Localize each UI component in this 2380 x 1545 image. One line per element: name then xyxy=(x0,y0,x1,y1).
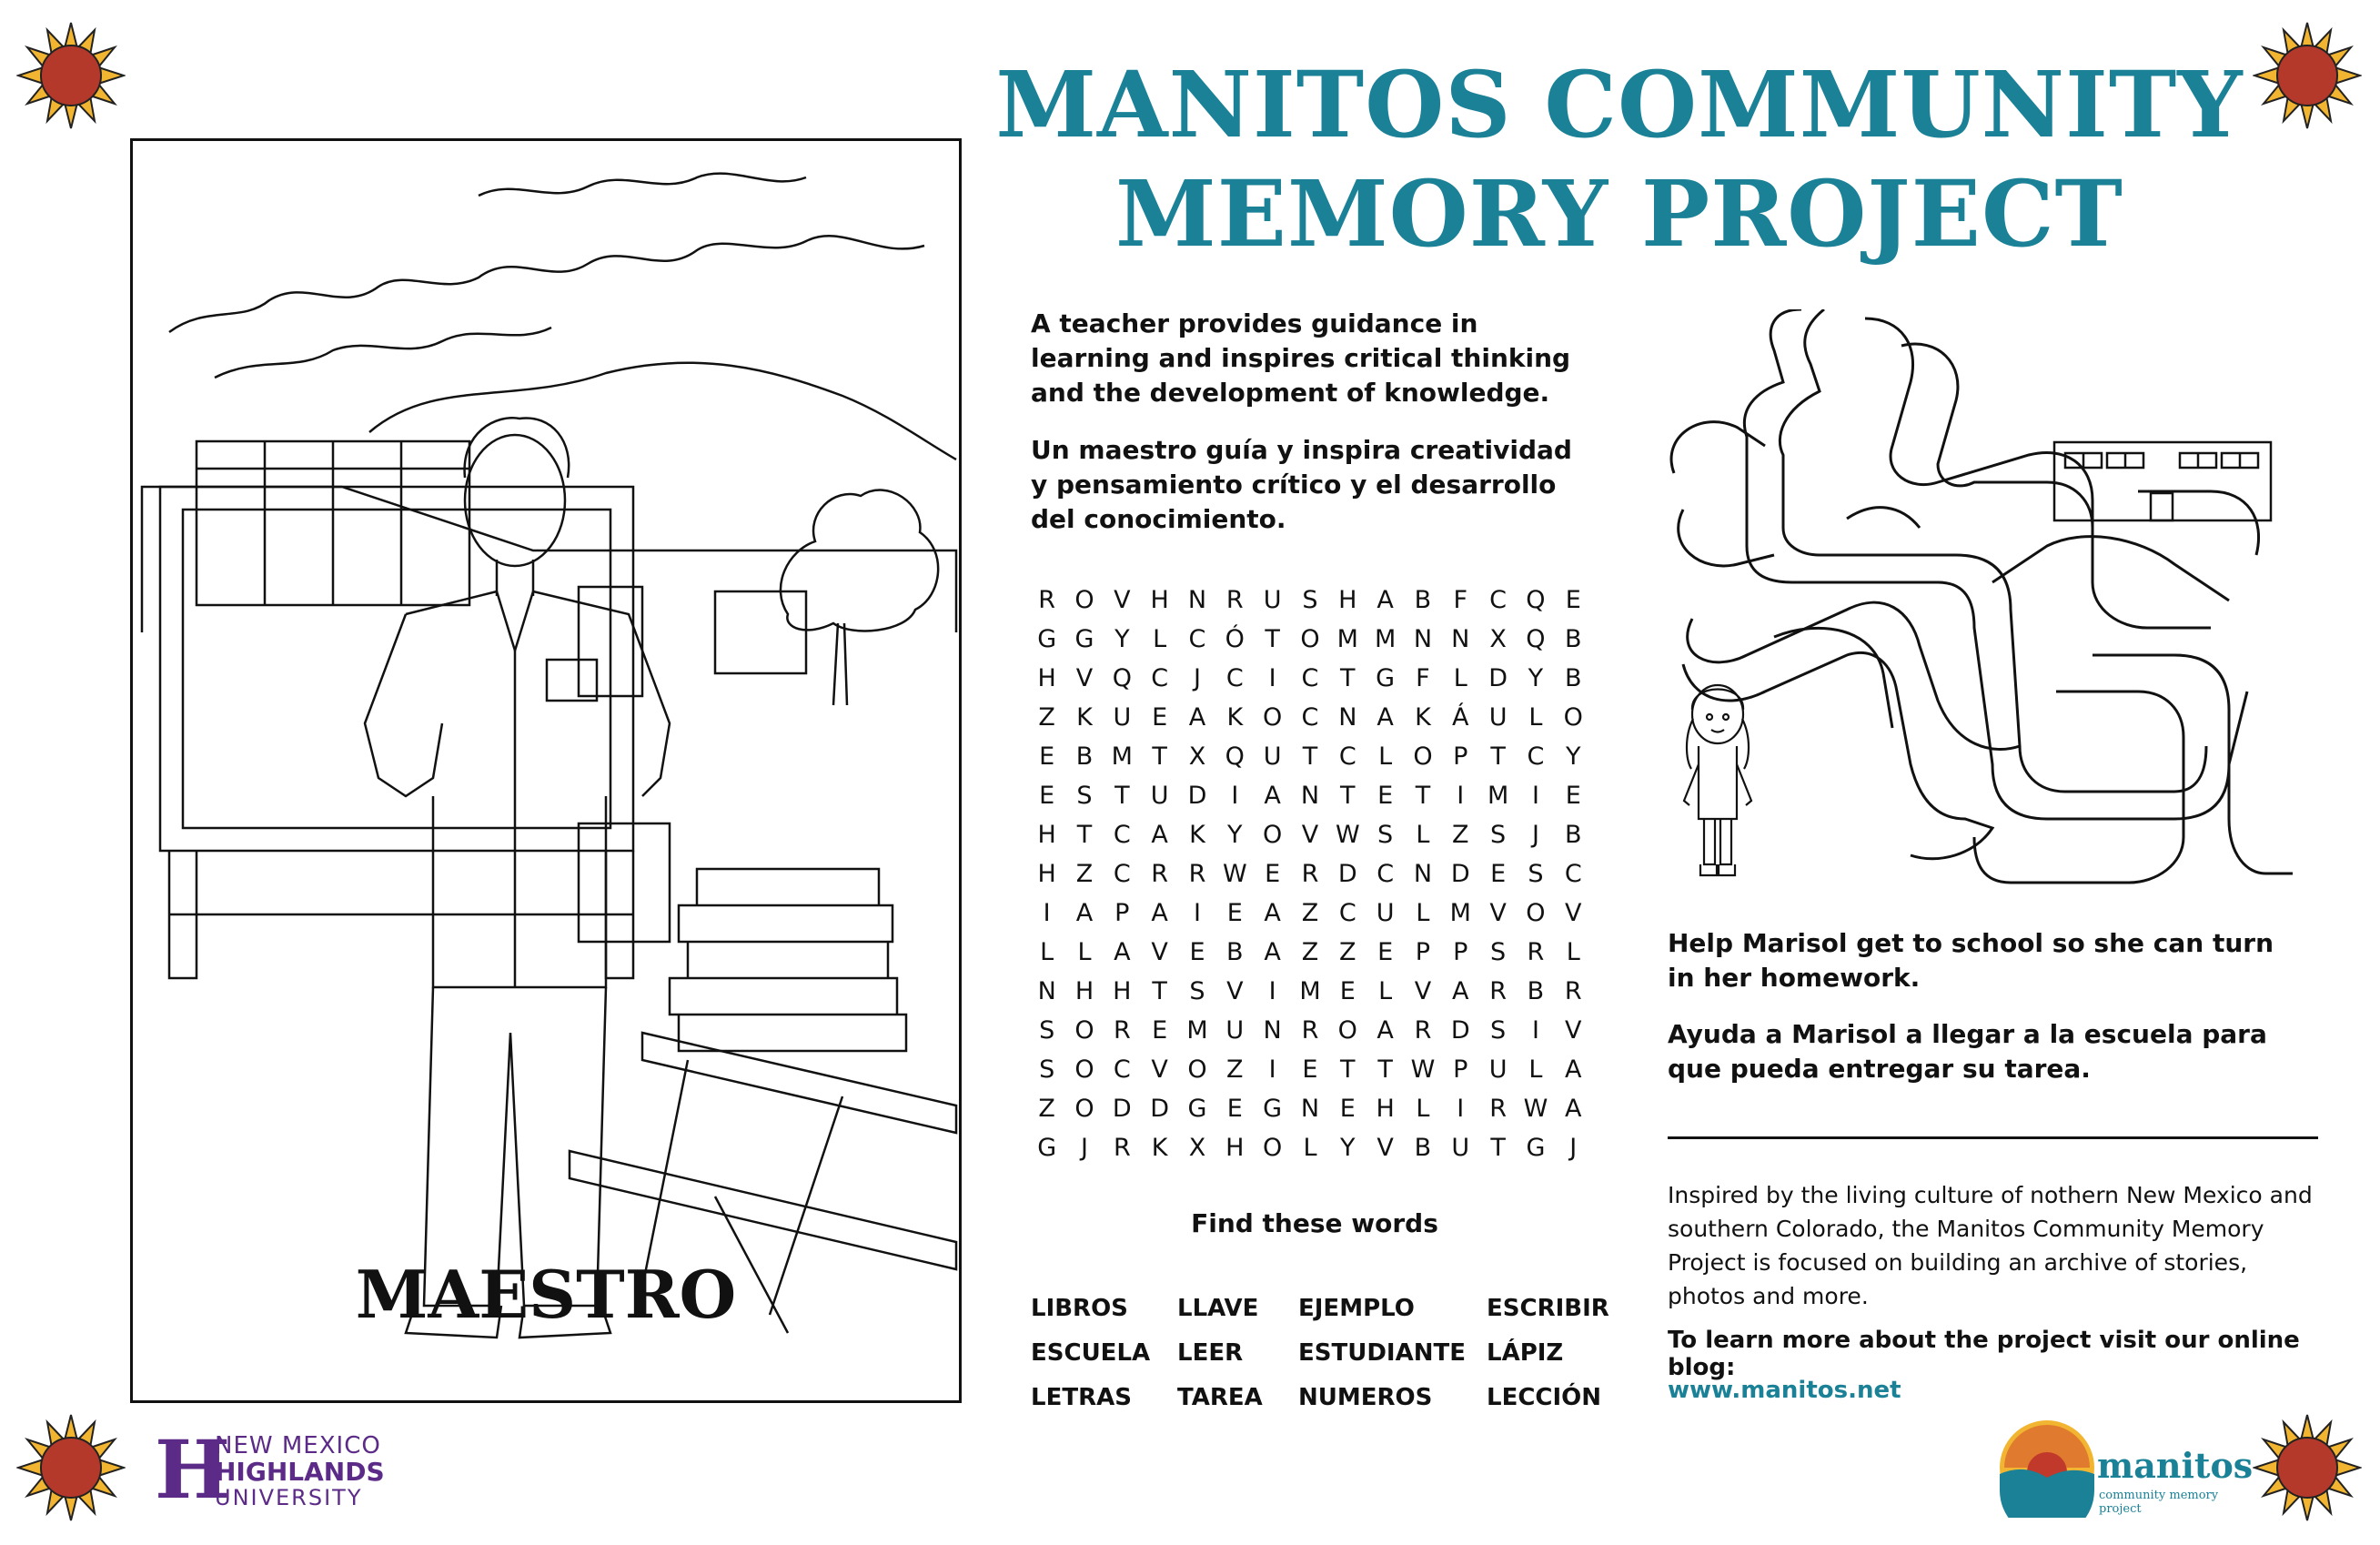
word-search-letter[interactable]: R xyxy=(1113,1134,1131,1162)
word-search-letter[interactable]: Y xyxy=(1340,1134,1356,1162)
word-search-letter[interactable]: V xyxy=(1565,899,1582,927)
word-search-letter[interactable]: C xyxy=(1113,860,1131,888)
word-search-letter[interactable]: R xyxy=(1414,1016,1432,1045)
sun-decoration-bottom-left xyxy=(16,1413,126,1522)
word-search-letter[interactable]: N xyxy=(1451,625,1470,653)
word-search-letter[interactable]: Y xyxy=(1566,742,1581,771)
word-search-letter[interactable]: O xyxy=(1074,1095,1094,1123)
word-search-letter[interactable]: R xyxy=(1301,860,1319,888)
word-search-letter[interactable]: U xyxy=(1263,742,1282,771)
word-search-letter[interactable]: X xyxy=(1489,625,1507,653)
word-search-letter[interactable]: M xyxy=(1299,977,1321,1005)
word-search-letter[interactable]: U xyxy=(1376,899,1395,927)
word-search-letter[interactable]: N xyxy=(1300,782,1320,810)
manitos-sun-emblem-icon xyxy=(1997,1418,2097,1518)
word-search-row xyxy=(1028,1128,1592,1167)
word-search-letter[interactable]: H xyxy=(1074,977,1094,1005)
word-to-find: LIBROS xyxy=(1031,1295,1128,1322)
project-info-text: Inspired by the living culture of nothern New Mexico and southern Colorado, the Manitos Community Memory Project is focused on building an archive of stories, photos and more. xyxy=(1668,1182,2313,1309)
word-search-letter[interactable]: I xyxy=(1043,899,1051,927)
marisol-girl-figure xyxy=(1677,673,1759,896)
word-search-letter[interactable]: V xyxy=(1565,1016,1582,1045)
word-list xyxy=(1031,1287,1609,1420)
word-search-letter[interactable]: T xyxy=(1415,782,1431,810)
word-search-letter[interactable]: C xyxy=(1113,1055,1131,1084)
maze-illustration xyxy=(1665,309,2293,892)
word-search-letter[interactable]: G xyxy=(1074,625,1094,653)
word-search-letter[interactable]: T xyxy=(1340,664,1356,692)
word-search-letter[interactable]: K xyxy=(1226,703,1244,732)
word-search-letter[interactable]: A xyxy=(1377,1016,1394,1045)
word-search-letter[interactable]: G xyxy=(1037,1134,1057,1162)
word-search-row xyxy=(1028,933,1592,972)
word-search-letter[interactable]: T xyxy=(1076,821,1093,849)
word-search-letter[interactable]: Á xyxy=(1452,703,1469,732)
word-search-row xyxy=(1028,1050,1592,1089)
word-search-letter[interactable]: F xyxy=(1416,664,1430,692)
school-building-icon xyxy=(2052,440,2273,522)
word-search-letter[interactable]: L xyxy=(1303,1134,1317,1162)
word-search-letter[interactable]: X xyxy=(1188,742,1206,771)
word-search-letter[interactable]: A xyxy=(1264,938,1281,966)
word-search-letter[interactable]: T xyxy=(1302,742,1318,771)
word-search-letter[interactable]: C xyxy=(1489,586,1508,614)
word-search-letter[interactable]: V xyxy=(1151,1055,1168,1084)
word-search-letter[interactable]: E xyxy=(1490,860,1507,888)
word-search-letter[interactable]: N xyxy=(1413,860,1433,888)
word-search-letter[interactable]: D xyxy=(1187,782,1207,810)
word-search-letter[interactable]: A xyxy=(1377,586,1394,614)
word-search-letter[interactable]: R xyxy=(1527,938,1545,966)
word-search-letter[interactable]: P xyxy=(1453,1055,1468,1084)
word-search-letter[interactable]: T xyxy=(1152,977,1167,1005)
nmhu-logo-line2: HIGHLANDS xyxy=(215,1457,385,1487)
word-search-letter[interactable]: L xyxy=(1528,1055,1543,1084)
word-search-row xyxy=(1028,737,1592,776)
word-search-letter[interactable]: O xyxy=(1263,821,1283,849)
word-search-letter[interactable]: I xyxy=(1268,977,1276,1005)
word-search-letter[interactable]: D xyxy=(1150,1095,1170,1123)
word-search-letter[interactable]: C xyxy=(1301,703,1319,732)
word-search-letter[interactable]: O xyxy=(1413,742,1433,771)
word-search-letter[interactable]: A xyxy=(1188,703,1206,732)
word-search-letter[interactable]: K xyxy=(1151,1134,1168,1162)
word-search-letter[interactable]: A xyxy=(1264,782,1281,810)
word-search-letter[interactable]: Ó xyxy=(1225,625,1245,653)
word-search-row xyxy=(1028,894,1592,933)
word-search-letter[interactable]: E xyxy=(1226,899,1243,927)
word-search-letter[interactable]: D xyxy=(1112,1095,1132,1123)
word-search-letter[interactable]: E xyxy=(1377,782,1394,810)
word-search-letter[interactable]: E xyxy=(1152,1016,1168,1045)
manitos-logo-tagline: community memory project xyxy=(2099,1489,2219,1516)
word-search-letter[interactable]: O xyxy=(1563,703,1583,732)
word-search-letter[interactable]: L xyxy=(1416,899,1430,927)
word-search-row xyxy=(1028,581,1592,620)
word-search-letter[interactable]: C xyxy=(1564,860,1582,888)
word-search-letter[interactable]: O xyxy=(1526,899,1546,927)
word-search-row xyxy=(1028,972,1592,1011)
word-search-row xyxy=(1028,620,1592,659)
word-search-letter[interactable]: A xyxy=(1565,1095,1582,1123)
word-search-letter[interactable]: S xyxy=(1528,860,1544,888)
word-search-letter[interactable]: M xyxy=(1374,625,1397,653)
word-search-letter[interactable]: V xyxy=(1151,938,1168,966)
word-search-letter[interactable]: U xyxy=(1113,703,1132,732)
word-search-letter[interactable]: R xyxy=(1113,1016,1131,1045)
word-search-letter[interactable]: E xyxy=(1565,586,1581,614)
word-search-letter[interactable]: H xyxy=(1037,860,1056,888)
word-search-letter[interactable]: W xyxy=(1335,821,1360,849)
word-search-letter[interactable]: L xyxy=(1378,742,1393,771)
word-search-letter[interactable]: V xyxy=(1226,977,1244,1005)
word-search-letter[interactable]: L xyxy=(1566,938,1580,966)
word-search-letter[interactable]: K xyxy=(1415,703,1431,732)
word-search-letter[interactable]: E xyxy=(1265,860,1281,888)
word-search-letter[interactable]: G xyxy=(1187,1095,1207,1123)
word-to-find: LEER xyxy=(1177,1339,1244,1367)
word-search-letter[interactable]: C xyxy=(1301,664,1319,692)
title-line-2: MEMORY PROJECT xyxy=(1115,160,2123,268)
word-search-letter[interactable]: L xyxy=(1153,625,1167,653)
word-search-letter[interactable]: B xyxy=(1226,938,1244,966)
word-search-letter[interactable]: L xyxy=(1416,821,1430,849)
word-search-letter[interactable]: O xyxy=(1074,586,1094,614)
word-search-letter[interactable]: S xyxy=(1490,938,1507,966)
word-search-letter[interactable]: T xyxy=(1340,782,1356,810)
word-search-letter[interactable]: A xyxy=(1452,977,1469,1005)
word-search-letter[interactable]: O xyxy=(1263,703,1283,732)
word-search-letter[interactable]: Z xyxy=(1301,938,1319,966)
word-search-letter[interactable]: B xyxy=(1564,664,1582,692)
word-search-letter[interactable]: Q xyxy=(1112,664,1132,692)
word-search-letter[interactable]: R xyxy=(1038,586,1056,614)
word-search-letter[interactable]: J xyxy=(1193,664,1201,692)
word-search-letter[interactable]: N xyxy=(1187,586,1207,614)
word-search-letter[interactable]: T xyxy=(1377,1055,1393,1084)
word-search-letter[interactable]: H xyxy=(1113,977,1132,1005)
word-search-letter[interactable]: S xyxy=(1490,821,1507,849)
word-search-letter[interactable]: S xyxy=(1189,977,1205,1005)
nmhu-logo xyxy=(155,1422,428,1517)
word-search-letter[interactable]: C xyxy=(1338,742,1356,771)
word-search-letter[interactable]: R xyxy=(1151,860,1169,888)
word-search-letter[interactable]: E xyxy=(1377,938,1394,966)
word-search-letter[interactable]: A xyxy=(1114,938,1131,966)
word-search-letter[interactable]: R xyxy=(1301,1016,1319,1045)
maze-help-english: Help Marisol get to school so she can turn in her homework. xyxy=(1668,928,2274,993)
word-search-letter[interactable]: H xyxy=(1225,1134,1245,1162)
word-search-letter[interactable]: W xyxy=(1222,860,1247,888)
word-to-find: LÁPIZ xyxy=(1487,1339,1564,1367)
word-search-letter[interactable]: E xyxy=(1339,977,1356,1005)
word-search-letter[interactable]: S xyxy=(1076,782,1093,810)
word-search-letter[interactable]: F xyxy=(1453,586,1468,614)
word-search-letter[interactable]: B xyxy=(1564,625,1582,653)
word-search-letter[interactable]: A xyxy=(1264,899,1281,927)
word-search-letter[interactable]: T xyxy=(1152,742,1167,771)
word-search-letter[interactable]: G xyxy=(1376,664,1396,692)
word-search-letter[interactable]: Z xyxy=(1452,821,1469,849)
divider xyxy=(1668,1136,2318,1139)
manitos-logo-name: manitos xyxy=(2097,1445,2254,1486)
word-search-letter[interactable]: N xyxy=(1338,703,1357,732)
word-search-letter[interactable]: M xyxy=(1336,625,1358,653)
word-search-letter[interactable]: V xyxy=(1414,977,1432,1005)
word-to-find: ESTUDIANTE xyxy=(1298,1339,1466,1367)
coloring-page-frame xyxy=(130,138,962,1403)
word-search-letter[interactable]: U xyxy=(1150,782,1169,810)
word-search-letter[interactable]: G xyxy=(1263,1095,1283,1123)
word-search-grid xyxy=(1028,581,1592,1167)
word-list-row xyxy=(1031,1376,1604,1420)
word-search-row xyxy=(1028,698,1592,737)
word-search-letter[interactable]: I xyxy=(1231,782,1239,810)
word-search-letter[interactable]: V xyxy=(1301,821,1319,849)
word-search-letter[interactable]: V xyxy=(1489,899,1507,927)
word-search-letter[interactable]: E xyxy=(1565,782,1581,810)
word-to-find: LECCIÓN xyxy=(1487,1384,1602,1411)
coloring-label: MAESTRO xyxy=(355,1256,737,1333)
word-search-letter[interactable]: B xyxy=(1075,742,1094,771)
word-search-letter[interactable]: U xyxy=(1451,1134,1470,1162)
word-search-letter[interactable]: V xyxy=(1377,1134,1394,1162)
word-search-letter[interactable]: Z xyxy=(1226,1055,1244,1084)
word-search-letter[interactable]: Y xyxy=(1114,625,1130,653)
nmhu-logo-letter: H xyxy=(155,1422,231,1517)
description-english: A teacher provides guidance in learning and inspires critical thinking and the development of knowledge. xyxy=(1031,308,1571,408)
word-search-letter[interactable]: S xyxy=(1039,1055,1055,1084)
word-search-letter[interactable]: D xyxy=(1337,860,1357,888)
word-search-letter[interactable]: B xyxy=(1414,1134,1432,1162)
maze-help-spanish: Ayuda a Marisol a llegar a la escuela para que pueda entregar su tarea. xyxy=(1668,1019,2267,1084)
word-search-letter[interactable]: Q xyxy=(1225,742,1245,771)
word-search-letter[interactable]: E xyxy=(1039,742,1055,771)
word-to-find: ESCRIBIR xyxy=(1487,1295,1609,1322)
word-search-letter[interactable]: H xyxy=(1376,1095,1395,1123)
word-search-letter[interactable]: N xyxy=(1413,625,1433,653)
manitos-logo xyxy=(1997,1418,2254,1518)
word-search-letter[interactable]: T xyxy=(1340,1055,1356,1084)
word-search-letter[interactable]: R xyxy=(1188,860,1206,888)
word-search-letter[interactable]: K xyxy=(1076,703,1093,732)
word-search-letter[interactable]: B xyxy=(1564,821,1582,849)
word-search-letter[interactable]: D xyxy=(1488,664,1508,692)
word-search-letter[interactable]: N xyxy=(1037,977,1056,1005)
word-search-letter[interactable]: P xyxy=(1415,938,1431,966)
word-search-letter[interactable]: B xyxy=(1414,586,1432,614)
word-list-row xyxy=(1031,1331,1604,1376)
word-search-letter[interactable]: O xyxy=(1300,625,1320,653)
word-list-row xyxy=(1031,1287,1609,1331)
word-search-letter[interactable]: K xyxy=(1189,821,1205,849)
find-words-title: Find these words xyxy=(1191,1208,1438,1238)
title-line-1: MANITOS COMMUNITY xyxy=(995,51,2244,158)
word-search-letter[interactable]: L xyxy=(1040,938,1054,966)
word-search-letter[interactable]: X xyxy=(1188,1134,1206,1162)
word-search-letter[interactable]: L xyxy=(1077,938,1092,966)
word-search-letter[interactable]: R xyxy=(1489,977,1507,1005)
sun-decoration-top-left xyxy=(16,21,126,130)
word-search-letter[interactable]: E xyxy=(1339,1095,1356,1123)
word-search-letter[interactable]: N xyxy=(1263,1016,1282,1045)
word-search-letter[interactable]: V xyxy=(1075,664,1094,692)
word-search-letter[interactable]: E xyxy=(1189,938,1205,966)
word-search-letter[interactable]: R xyxy=(1564,977,1582,1005)
word-search-letter[interactable]: R xyxy=(1225,586,1244,614)
word-search-letter[interactable]: W xyxy=(1410,1055,1436,1084)
word-search-letter[interactable]: W xyxy=(1523,1095,1548,1123)
word-search-letter[interactable]: Z xyxy=(1038,703,1055,732)
teacher-illustration xyxy=(133,141,959,1400)
word-search-letter[interactable]: Z xyxy=(1075,860,1094,888)
word-search-letter[interactable]: S xyxy=(1490,1016,1507,1045)
word-search-letter[interactable]: E xyxy=(1302,1055,1318,1084)
word-search-letter[interactable]: H xyxy=(1037,664,1056,692)
word-search-letter[interactable]: E xyxy=(1152,703,1168,732)
word-search-letter[interactable]: D xyxy=(1450,1016,1470,1045)
word-search-letter[interactable]: M xyxy=(1186,1016,1208,1045)
word-search-letter[interactable]: U xyxy=(1225,1016,1245,1045)
word-search-letter[interactable]: O xyxy=(1337,1016,1357,1045)
word-search-letter[interactable]: R xyxy=(1489,1095,1507,1123)
word-search-letter[interactable]: H xyxy=(1037,821,1056,849)
word-search-letter[interactable]: J xyxy=(1081,1134,1088,1162)
word-search-letter[interactable]: U xyxy=(1488,1055,1508,1084)
word-search-letter[interactable]: C xyxy=(1338,899,1356,927)
word-search-letter[interactable]: H xyxy=(1150,586,1169,614)
word-search-letter[interactable]: M xyxy=(1487,782,1509,810)
word-search-letter[interactable]: U xyxy=(1488,703,1508,732)
word-search-letter[interactable]: P xyxy=(1453,938,1468,966)
word-search-letter[interactable]: A xyxy=(1565,1055,1582,1084)
word-search-letter[interactable]: C xyxy=(1188,625,1206,653)
word-to-find: LLAVE xyxy=(1177,1295,1259,1322)
word-search-letter[interactable]: O xyxy=(1187,1055,1207,1084)
word-search-letter[interactable]: A xyxy=(1377,703,1394,732)
word-search-letter[interactable]: O xyxy=(1263,1134,1283,1162)
word-to-find: NUMEROS xyxy=(1298,1384,1433,1411)
word-search-row xyxy=(1028,1011,1592,1050)
word-search-letter[interactable]: O xyxy=(1074,1016,1094,1045)
word-search-letter[interactable]: Y xyxy=(1227,821,1243,849)
word-search-letter[interactable]: T xyxy=(1265,625,1280,653)
word-search-letter[interactable]: D xyxy=(1450,860,1470,888)
word-search-letter[interactable]: C xyxy=(1527,742,1545,771)
word-search-letter[interactable]: J xyxy=(1531,821,1539,849)
blog-heading: To learn more about the project visit our online blog: xyxy=(1668,1327,2300,1381)
word-search-letter[interactable]: T xyxy=(1490,1134,1506,1162)
word-search-letter[interactable]: C xyxy=(1151,664,1169,692)
word-search-letter[interactable]: A xyxy=(1075,899,1094,927)
word-search-letter[interactable]: I xyxy=(1457,782,1465,810)
nmhu-logo-line3: UNIVERSITY xyxy=(215,1485,363,1510)
word-search-letter[interactable]: E xyxy=(1039,782,1055,810)
word-search-letter[interactable]: S xyxy=(1302,586,1318,614)
word-to-find: ESCUELA xyxy=(1031,1339,1151,1367)
sun-decoration-bottom-right xyxy=(2253,1413,2362,1522)
word-search-letter[interactable]: P xyxy=(1114,899,1130,927)
word-search-letter[interactable]: L xyxy=(1378,977,1393,1005)
word-search-letter[interactable]: Z xyxy=(1339,938,1356,966)
page-title xyxy=(964,50,2274,268)
nmhu-logo-line1: NEW MEXICO xyxy=(215,1432,381,1459)
word-search-letter[interactable]: N xyxy=(1300,1095,1320,1123)
word-search-letter[interactable]: L xyxy=(1416,1095,1430,1123)
word-search-letter[interactable]: M xyxy=(1449,899,1471,927)
word-search-letter[interactable]: Y xyxy=(1528,664,1544,692)
word-search-letter[interactable]: A xyxy=(1151,821,1168,849)
word-search-letter[interactable]: U xyxy=(1263,586,1282,614)
blog-link[interactable]: www.manitos.net xyxy=(1668,1377,1901,1404)
word-search-letter[interactable]: I xyxy=(1457,1095,1465,1123)
word-search-letter[interactable]: S xyxy=(1039,1016,1055,1045)
word-search-row xyxy=(1028,659,1592,698)
word-search-letter[interactable]: G xyxy=(1037,625,1057,653)
word-search-row xyxy=(1028,815,1592,854)
word-search-letter[interactable]: C xyxy=(1225,664,1244,692)
word-to-find: LETRAS xyxy=(1031,1384,1132,1411)
word-search-row xyxy=(1028,776,1592,815)
word-search-letter[interactable]: H xyxy=(1338,586,1357,614)
word-search-letter[interactable]: T xyxy=(1114,782,1130,810)
word-search-letter[interactable]: P xyxy=(1453,742,1468,771)
description-spanish: Un maestro guía y inspira creatividad y pensamiento crítico y el desarrollo del conocimiento. xyxy=(1031,435,1572,534)
word-search-letter[interactable]: M xyxy=(1111,742,1133,771)
word-search-row xyxy=(1028,854,1592,894)
word-search-letter[interactable]: I xyxy=(1193,899,1201,927)
word-search-letter[interactable]: L xyxy=(1453,664,1467,692)
word-search-letter[interactable]: I xyxy=(1268,664,1276,692)
word-search-letter[interactable]: G xyxy=(1526,1134,1546,1162)
word-search-letter[interactable]: J xyxy=(1569,1134,1578,1162)
word-to-find: TAREA xyxy=(1177,1384,1263,1411)
word-search-letter[interactable]: Z xyxy=(1301,899,1319,927)
word-to-find: EJEMPLO xyxy=(1298,1295,1415,1322)
word-search-letter[interactable]: Q xyxy=(1526,625,1546,653)
word-search-row xyxy=(1028,1089,1592,1128)
word-search-letter[interactable]: B xyxy=(1527,977,1545,1005)
word-search-letter[interactable]: V xyxy=(1114,586,1131,614)
word-search-letter[interactable]: O xyxy=(1074,1055,1094,1084)
word-search-letter[interactable]: I xyxy=(1268,1055,1276,1084)
word-search-letter[interactable]: E xyxy=(1226,1095,1243,1123)
word-search-letter[interactable]: C xyxy=(1377,860,1395,888)
word-search-letter[interactable]: A xyxy=(1151,899,1168,927)
word-search-letter[interactable]: I xyxy=(1531,782,1539,810)
word-search-letter[interactable]: C xyxy=(1113,821,1131,849)
word-search-letter[interactable]: I xyxy=(1531,1016,1539,1045)
word-search-letter[interactable]: T xyxy=(1490,742,1506,771)
word-search-letter[interactable]: Z xyxy=(1038,1095,1055,1123)
word-search-letter[interactable]: S xyxy=(1377,821,1394,849)
word-search-letter[interactable]: Q xyxy=(1526,586,1546,614)
word-search-letter[interactable]: L xyxy=(1528,703,1543,732)
